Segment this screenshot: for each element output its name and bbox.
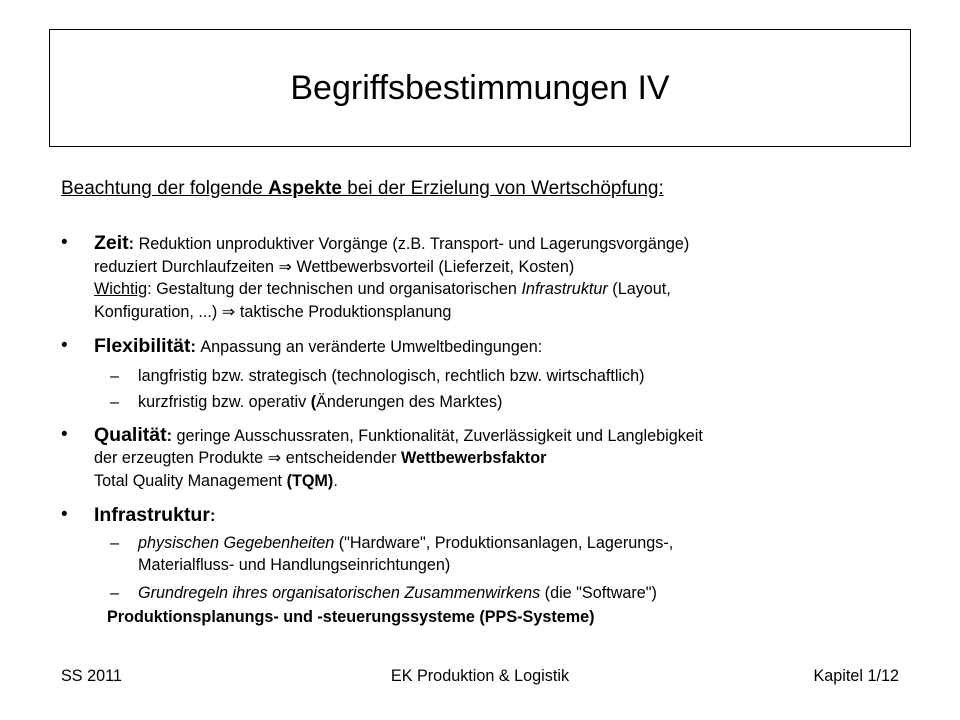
infra-sub2-line — [138, 582, 911, 605]
sub-bullet-kurzfristig — [61, 391, 911, 414]
bullet-zeit — [61, 232, 911, 323]
infra-sub2-post: (die "Software") — [540, 583, 657, 602]
zeit-l2-post: Wettbewerbsvorteil (Lieferzeit, Kosten) — [292, 257, 575, 276]
footer-course: EK Produktion & Logistik — [390, 667, 570, 685]
flex-sub2-paren: ( — [310, 393, 317, 411]
flex-line-1 — [94, 335, 911, 359]
slide-content — [61, 232, 911, 628]
infra-sub1-line-2: Materialfluss- und Handlungseinrichtungen) — [138, 556, 451, 574]
infra-head: Infrastruktur — [94, 504, 210, 526]
infra-sub2-italic: Grundregeln ihres organisatorischen Zusammenwirkens — [138, 583, 541, 602]
qual-l1: geringe Ausschussraten, Funktionalität, Zuverlässigkeit und Langlebigkeit — [176, 426, 703, 445]
intro-bold: Aspekte — [268, 178, 342, 199]
flex-colon: : — [190, 338, 201, 356]
zeit-head: Zeit — [94, 232, 129, 254]
sub-bullet-dash: – — [110, 533, 120, 552]
zeit-line-2 — [94, 256, 911, 279]
sub-bullet-langfristig — [61, 365, 911, 388]
sub-bullet-dash: – — [110, 393, 120, 411]
zeit-wichtig: Wichtig — [94, 280, 148, 298]
qual-l3-pre: Total Quality Management — [94, 471, 287, 490]
footer-semester: SS 2011 — [61, 667, 122, 685]
flex-sub2-pre: kurzfristig bzw. operativ — [138, 393, 311, 411]
qual-colon: : — [166, 426, 177, 445]
qual-line-3 — [94, 470, 911, 493]
zeit-l3-pre: : Gestaltung der technischen und organisatorischen — [147, 280, 522, 298]
flex-text: Anpassung an veränderte Umweltbedingungen: — [200, 338, 543, 356]
slide-title: Begriffsbestimmungen IV — [290, 68, 670, 107]
qual-wettbewerbsfaktor: Wettbewerbsfaktor — [400, 449, 547, 467]
intro-post: bei der Erzielung von Wertschöpfung: — [341, 178, 664, 199]
sub-bullet-dash: – — [110, 583, 120, 602]
bullet-dot: • — [61, 504, 68, 525]
bullet-dot: • — [61, 335, 68, 356]
infra-sub1-post: ("Hardware", Produktionsanlagen, Lagerungs-, — [334, 533, 674, 552]
infra-sub1-line-1 — [138, 532, 911, 555]
sub-bullet-grundregeln — [61, 582, 911, 605]
bullet-dot: • — [61, 423, 68, 445]
infra-colon: : — [209, 507, 216, 525]
intro-line — [61, 178, 664, 200]
qual-l3-post: . — [333, 471, 338, 490]
qual-l2-mid: entscheidender — [281, 449, 401, 467]
zeit-l4-post: taktische Produktionsplanung — [235, 302, 452, 321]
infra-line-1 — [94, 504, 911, 528]
zeit-l4-pre: Konfiguration, ...) — [94, 302, 222, 321]
zeit-l2-pre: reduziert Durchlaufzeiten — [94, 257, 279, 276]
qual-line-1 — [94, 424, 911, 448]
flex-sub2 — [138, 391, 911, 414]
zeit-colon: : — [128, 235, 139, 253]
flex-sub2-post: Änderungen des Marktes) — [316, 393, 503, 411]
bullet-infrastruktur — [61, 504, 911, 528]
zeit-l3-post: (Layout, — [607, 280, 671, 298]
footer-chapter: Kapitel 1/12 — [813, 667, 899, 685]
intro-pre: Beachtung der folgende — [61, 178, 269, 199]
bullet-dot: • — [61, 232, 68, 253]
qual-line-2 — [94, 447, 911, 470]
implies-arrow-icon: ⇒ — [221, 302, 236, 321]
pps-line: Produktionsplanungs- und -steuerungssysteme (PPS-Systeme) — [107, 608, 595, 626]
qual-head: Qualität — [94, 423, 167, 446]
zeit-infrastruktur: Infrastruktur — [521, 280, 608, 298]
zeit-line-4 — [94, 301, 911, 324]
qual-l2-pre: der erzeugten Produkte — [94, 449, 268, 467]
sub-bullet-dash: – — [110, 366, 120, 385]
zeit-line-1 — [94, 232, 911, 256]
flex-head: Flexibilität — [94, 335, 191, 357]
title-box — [49, 29, 911, 147]
implies-arrow-icon: ⇒ — [267, 449, 282, 467]
flex-sub1: langfristig bzw. strategisch (technologisch, rechtlich bzw. wirtschaftlich) — [138, 366, 645, 385]
sub-bullet-physisch — [61, 532, 911, 577]
qual-tqm: (TQM) — [286, 471, 334, 490]
zeit-line-3 — [94, 278, 911, 301]
bullet-flexibilitaet — [61, 335, 911, 359]
implies-arrow-icon: ⇒ — [278, 257, 293, 276]
infra-sub1-italic: physischen Gegebenheiten — [138, 533, 335, 552]
bullet-qualitaet — [61, 424, 911, 493]
zeit-l1: Reduktion unproduktiver Vorgänge (z.B. Transport- und Lagerungsvorgänge) — [138, 235, 690, 253]
